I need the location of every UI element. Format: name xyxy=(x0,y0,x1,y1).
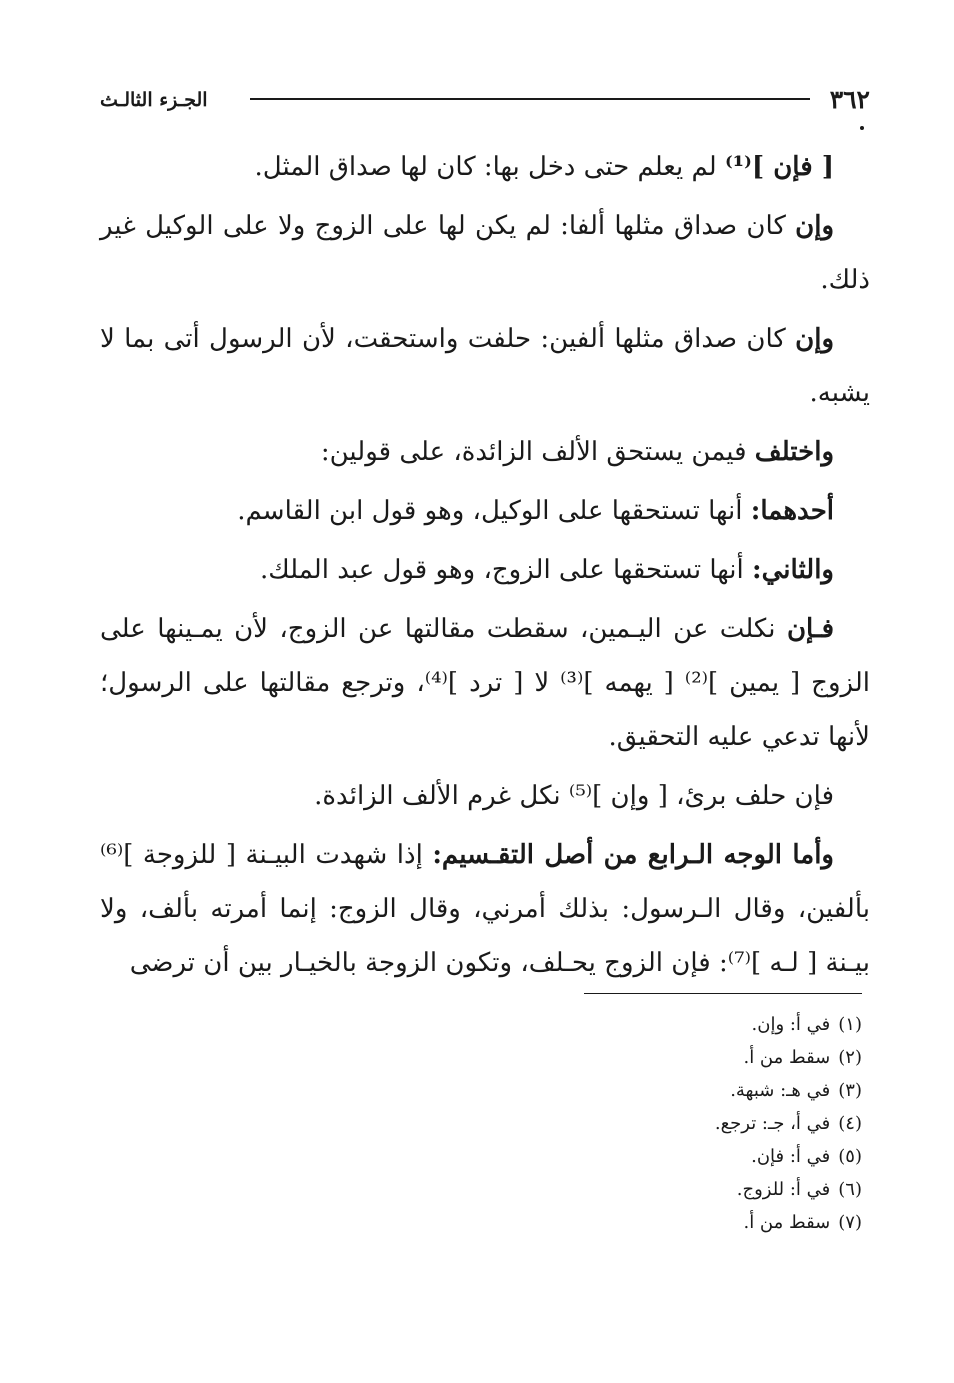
paragraph xyxy=(100,602,870,764)
footnote-number: (٧) xyxy=(838,1212,862,1233)
paragraph-text: كان صداق مثلها ألفا: لم يكن لها على الزوج ولا على الوكيل غير ذلك. xyxy=(100,211,870,295)
paragraph-lead: [ فإن ]⁽¹⁾ xyxy=(724,152,834,182)
footnote-number: (٥) xyxy=(838,1146,862,1167)
paragraph-lead: وأما الوجه الـرابع من أصل التقـسيم: xyxy=(432,840,834,870)
paragraph-lead: أحدهما: xyxy=(750,496,834,526)
footnote-number: (٦) xyxy=(838,1179,862,1200)
paragraph xyxy=(100,828,870,990)
paragraph-text: أنها تستحقها على الزوج، وهو قول عبد الملك. xyxy=(259,555,753,585)
footnote-number: (٢) xyxy=(838,1047,862,1068)
footnote xyxy=(362,1041,862,1074)
paragraph-text: فيمن يستحق الألف الزائدة، على قولين: xyxy=(320,437,755,467)
running-header xyxy=(100,82,870,118)
paragraph-text: نكلت عن اليـمين، سقطت مقالتها عن الزوج، لأن يمـينها على الزوج [ يمين ]⁽²⁾ [ يهمه ]⁽³⁾ لا [ ترد ]⁽⁴⁾، وترجع مقالتها على الرسول؛ لأنها تدعي عليه التحقيق. xyxy=(100,614,871,752)
footnote-number: (٣) xyxy=(838,1080,862,1101)
footnote xyxy=(362,1206,862,1239)
paragraph xyxy=(100,312,870,420)
paragraph-text: أنها تستحقها على الوكيل، وهو قول ابن القاسم. xyxy=(237,496,751,526)
paragraph-text: فإن حلف برئ، [ وإن ]⁽⁵⁾ نكل غرم الألف الزائدة. xyxy=(314,781,834,811)
footnote xyxy=(362,1140,862,1173)
footnote-number: (١) xyxy=(838,1014,862,1035)
paragraph-lead: واختلف xyxy=(754,437,834,467)
header-rule xyxy=(250,98,810,100)
running-title: الجـزء الثالـث xyxy=(100,89,208,111)
footnote-text: في أ: وإن. xyxy=(751,1014,831,1035)
paragraph xyxy=(100,199,870,307)
paragraph xyxy=(100,484,870,538)
footnote-separator xyxy=(584,993,862,994)
paragraph-lead: فـإن xyxy=(786,614,834,644)
footnote xyxy=(362,1173,862,1206)
footnote-text: سقط من أ. xyxy=(743,1047,831,1068)
footnote-text: في أ، جـ: ترجع. xyxy=(714,1113,831,1134)
footnotes xyxy=(362,1008,862,1239)
paragraph xyxy=(100,425,870,479)
footnote-number: (٤) xyxy=(838,1113,862,1134)
paragraph-text: لم يعلم حتى دخل بها: كان لها صداق المثل. xyxy=(254,152,725,182)
paragraph-lead: وإن xyxy=(795,324,834,354)
paragraph-lead: وإن xyxy=(795,211,834,241)
paragraph-text: إذا شهدت البيـنة [ للزوجة ]⁽⁶⁾ بألفين، وقال الـرسول: بذلك أمرني، وقال الزوج: إنما أمرته بألف، ولا بيـنة [ لـه ]⁽⁷⁾: فإن الزوج يحـلف، وتكون الزوجة بالخيـار بين أن ترضى xyxy=(100,840,870,978)
footnote-text: سقط من أ. xyxy=(743,1212,831,1233)
main-text xyxy=(100,140,870,995)
ink-dot xyxy=(860,126,864,130)
paragraph-text: كان صداق مثلها ألفين: حلفت واستحقت، لأن الرسول أتى بما لا يشبه. xyxy=(100,324,870,408)
paragraph xyxy=(100,543,870,597)
page-number: ٣٦٢ xyxy=(829,85,870,114)
paragraph xyxy=(100,769,870,823)
paragraph xyxy=(100,140,870,194)
footnote xyxy=(362,1008,862,1041)
footnote-text: في هـ: شبهة. xyxy=(730,1080,831,1101)
paragraph-lead: والثاني: xyxy=(752,555,834,585)
footnote-text: في أ: للزوج. xyxy=(736,1179,831,1200)
footnote-text: في أ: فإن. xyxy=(751,1146,831,1167)
footnote xyxy=(362,1074,862,1107)
footnote xyxy=(362,1107,862,1140)
